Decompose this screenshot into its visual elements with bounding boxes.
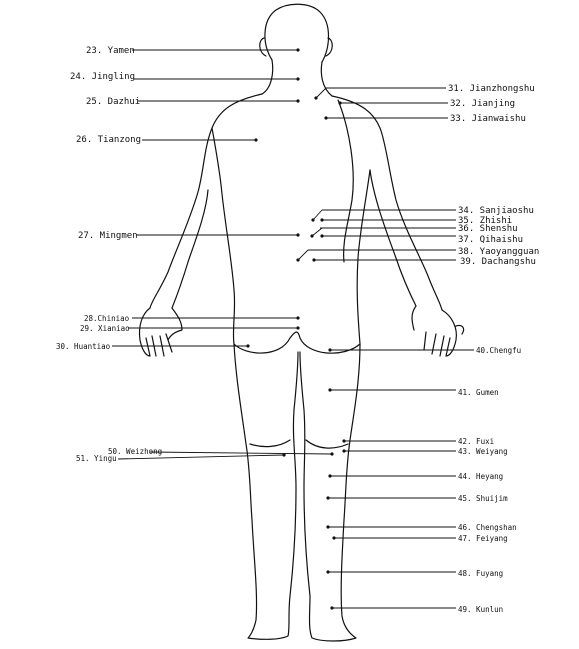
dot-p35	[320, 218, 323, 221]
dot-p33	[324, 116, 327, 119]
right-arm-inner	[370, 170, 416, 306]
acupoint-labels	[56, 46, 539, 614]
dot-p44	[328, 474, 331, 477]
label-p33: 33. Jianwaishu	[450, 114, 526, 124]
label-p41: 41. Gumen	[458, 388, 499, 397]
label-p31: 31. Jianzhongshu	[448, 84, 535, 94]
neck-left	[262, 60, 273, 94]
label-p23: 23. Yamen	[86, 46, 135, 56]
label-p29: 29. Xianiao	[80, 324, 130, 333]
dot-p45	[326, 496, 329, 499]
dot-p51	[282, 453, 285, 456]
right-hand	[412, 306, 464, 356]
dot-p31	[314, 96, 317, 99]
torso-left	[212, 128, 235, 344]
dot-p24	[296, 77, 299, 80]
label-p28: 28.Chiniao	[84, 314, 130, 323]
dot-p26	[254, 138, 257, 141]
label-p38: 38. Yaoyangguan	[458, 247, 540, 257]
label-p39: 39. Dachangshu	[460, 257, 536, 267]
dot-p39	[312, 258, 315, 261]
torso-right	[357, 170, 370, 344]
dot-p34	[311, 218, 314, 221]
label-p27: 27. Mingmen	[78, 231, 138, 241]
label-p26: 26. Tianzong	[76, 135, 142, 145]
label-p32: 32. Jianjing	[450, 99, 516, 109]
dot-p40	[328, 348, 331, 351]
dot-p41	[328, 388, 331, 391]
dot-p47	[332, 536, 335, 539]
left-hand	[139, 308, 182, 356]
dot-p30	[246, 344, 249, 347]
dot-p36	[310, 234, 313, 237]
dot-p46	[326, 525, 329, 528]
dot-p32	[338, 101, 341, 104]
dot-p50	[330, 452, 333, 455]
dot-p38	[296, 258, 299, 261]
label-p48: 48. Fuyang	[458, 569, 504, 578]
dot-p48	[326, 570, 329, 573]
right-knee	[306, 440, 348, 448]
dot-p37	[320, 234, 323, 237]
head-outline	[265, 4, 329, 62]
label-p46: 46. Chengshan	[458, 523, 517, 532]
acupoint-dots	[246, 48, 345, 609]
dot-p42	[342, 439, 345, 442]
dot-p29	[296, 326, 299, 329]
body-outline	[139, 4, 463, 641]
label-p42: 42. Fuxi	[458, 437, 495, 446]
label-p36: 36. Shenshu	[458, 224, 518, 234]
dot-p43	[342, 449, 345, 452]
leader-lines	[112, 50, 474, 608]
left-leg-outer	[234, 344, 298, 639]
dot-p25	[296, 99, 299, 102]
label-p45: 45. Shuijim	[458, 494, 508, 503]
label-p34: 34. Sanjiaoshu	[458, 206, 534, 216]
label-p51: 51. Yingu	[76, 454, 117, 463]
dot-p23	[296, 48, 299, 51]
right-arm-outline	[332, 96, 442, 310]
label-p25: 25. Dazhui	[86, 97, 141, 107]
label-p24: 24. Jingling	[70, 72, 136, 82]
label-p50: 50. Weizhong	[108, 447, 163, 456]
label-p30: 30. Huantiao	[56, 342, 111, 351]
left-knee	[250, 440, 290, 447]
label-p49: 49. Kunlun	[458, 605, 504, 614]
label-p40: 40.Chengfu	[476, 346, 522, 355]
dot-p27	[296, 233, 299, 236]
label-p37: 37. Qihaishu	[458, 235, 524, 245]
label-p35: 35. Zhishi	[458, 216, 513, 226]
dot-p49	[330, 606, 333, 609]
spine-contour	[338, 100, 353, 262]
label-p43: 43. Weiyang	[458, 447, 508, 456]
label-p47: 47. Feiyang	[458, 534, 508, 543]
dot-p28	[296, 316, 299, 319]
label-p44: 44. Heyang	[458, 472, 504, 481]
